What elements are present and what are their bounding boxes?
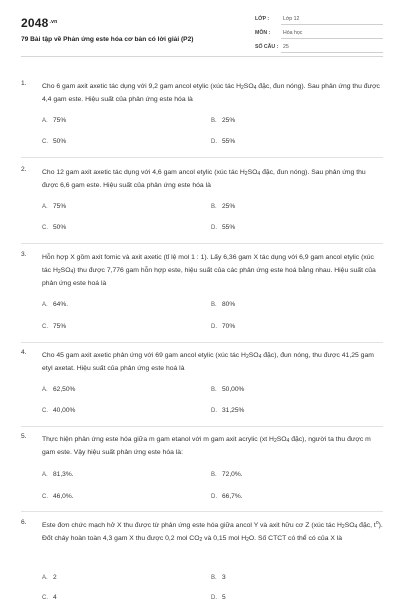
option-d[interactable] [211,224,235,231]
question-number: 6. [21,519,27,526]
option-label: A. [42,204,48,210]
option-b[interactable] [211,386,244,393]
option-label: A. [42,575,48,581]
option-value: 62,50% [53,386,76,393]
option-d[interactable] [211,493,243,500]
meta-count [255,42,383,53]
option-value: 72,0%. [222,471,243,478]
option-value: 80% [222,301,236,308]
option-value: 75% [53,203,67,210]
option-c[interactable] [42,493,74,500]
meta-subject-underline [281,38,383,39]
option-value: 31,25% [222,407,245,414]
option-label: B. [211,302,217,308]
option-value: 3 [222,574,226,581]
option-value: 50% [53,138,67,145]
meta-count-label: SỐ CÂU : [255,44,279,50]
option-d[interactable] [211,407,244,414]
document-title: 79 Bài tập về Phản ứng este hóa cơ bản có lời giải (P2) [21,36,194,43]
option-value: 25% [222,117,236,124]
option-c[interactable] [42,138,66,145]
meta-class-underline [281,24,383,25]
question-text: Cho 12 gam axit axetic tác dụng với 4,6 gam ancol etylic (xúc tác $H_2SO_4$ đặc, đun nóng). Sau phản ứng thu được 6,6 gam este. Hiệu suất của phản ứng este hóa là [42,169,366,189]
option-label: B. [211,472,217,478]
meta-subject-label: MÔN : [255,30,271,36]
option-label: B. [211,204,217,210]
option-label: D. [211,494,217,500]
option-value: 75% [53,323,67,330]
option-c[interactable] [42,323,66,330]
option-value: 50% [53,224,67,231]
logo-text: 2048 [21,16,49,30]
option-value: 55% [222,224,236,231]
option-label: B. [211,387,217,393]
option-label: D. [211,225,217,231]
question-number: 1. [21,80,27,87]
logo-suffix: .vn [49,19,58,25]
option-a[interactable] [42,574,57,581]
option-label: C. [42,408,48,414]
meta-class-label: LỚP : [255,16,270,22]
option-d[interactable] [211,323,235,330]
question-number: 3. [21,251,27,258]
meta-count-value: 25 [283,44,289,50]
option-c[interactable] [42,407,75,414]
option-value: 25% [222,203,236,210]
option-c[interactable] [42,224,66,231]
option-b[interactable] [211,117,235,124]
question-number: 2. [21,166,27,173]
option-label: B. [211,118,217,124]
option-label: D. [211,595,217,601]
option-b[interactable] [211,471,243,478]
question-text: Cho 6 gam axit axetic tác dụng với 9,2 gam ancol etylic (xúc tác $H_2SO_4$ đặc, đun nóng). Sau phản ứng thu được 4,4 gam este. Hiệu suất của phản ứng este hóa là [42,83,380,103]
question-number: 5. [21,433,27,440]
option-a[interactable] [42,386,75,393]
meta-subject [255,28,383,39]
question-divider [21,243,383,244]
option-label: A. [42,472,48,478]
option-a[interactable] [42,301,68,308]
option-value: 46,0%. [53,493,74,500]
option-a[interactable] [42,203,66,210]
option-label: B. [211,575,217,581]
question-divider [21,426,383,427]
header-divider [21,56,383,57]
option-value: 64%. [53,301,69,308]
option-label: C. [42,139,48,145]
option-b[interactable] [211,574,226,581]
option-value: 40,00% [53,407,76,414]
option-label: A. [42,387,48,393]
option-value: 70% [222,323,236,330]
option-label: C. [42,595,48,601]
option-label: C. [42,225,48,231]
option-value: 55% [222,138,236,145]
option-value: 5 [222,594,226,601]
meta-count-underline [281,52,383,53]
question-divider [21,157,383,158]
site-logo[interactable] [21,16,57,30]
option-label: C. [42,494,48,500]
option-label: C. [42,324,48,330]
option-a[interactable] [42,117,66,124]
meta-class [255,14,383,25]
option-label: D. [211,408,217,414]
option-b[interactable] [211,203,235,210]
question-text: Este đơn chức mạch hở X thu được từ phản ứng este hóa giữa ancol Y và axit hữu cơ Z (xúc tác $H_2SO_4$ đặc, $t^o$). Đốt cháy hoàn toàn 4,3 gam X thu được 0,2 mol $CO_2$ và 0,15 mol $H_2O$. Số CTCT có thể có của X là [42,520,383,543]
question-divider [21,342,383,343]
option-d[interactable] [211,138,235,145]
option-value: 66,7%. [222,493,243,500]
question-text: Thực hiện phản ứng este hóa giữa m gam etanol với m gam axit acrylic (xt $H_2SO_4$ đặc), người ta thu được m gam este. Vậy hiệu suất phản ứng este hóa là: [42,436,371,456]
option-value: 2 [53,574,57,581]
option-b[interactable] [211,301,235,308]
option-label: A. [42,302,48,308]
meta-class-value: Lớp 12 [283,16,300,22]
option-a[interactable] [42,471,74,478]
question-text: Cho 45 gam axit axetic phản ứng với 69 gam ancol etylic (xúc tác $H_2SO_4$ đặc), đun nóng, thu được 41,25 gam etyl axetat. Hiệu suất của phản ứng este hoá là [42,352,374,372]
option-label: D. [211,139,217,145]
option-value: 4 [53,594,57,601]
question-divider [21,511,383,512]
option-value: 75% [53,117,67,124]
question-text: Hỗn hợp X gồm axit fomic và axit axetic (tỉ lệ mol 1 : 1). Lấy 6,36 gam X tác dụng với 6,9 gam ancol etylic (xúc tác $H_2SO_4$) thu được 7,776 gam hỗn hợp este, hiệu suất của các phản ứng este hoá bằng nhau. Hiệu suất của phản ứng este hoá là [42,254,376,287]
question-number: 4. [21,349,27,356]
option-value: 50,00% [222,386,245,393]
meta-subject-value: Hóa học [283,30,303,36]
option-value: 81,3%. [53,471,74,478]
option-label: D. [211,324,217,330]
document-header [0,0,400,64]
option-label: A. [42,118,48,124]
